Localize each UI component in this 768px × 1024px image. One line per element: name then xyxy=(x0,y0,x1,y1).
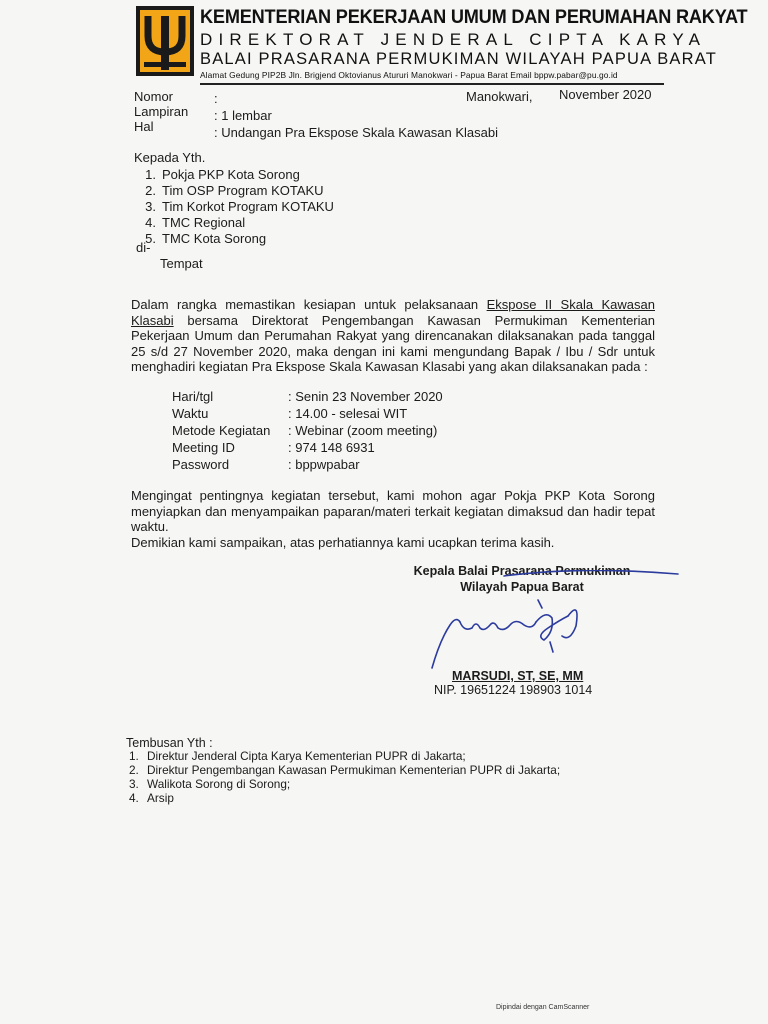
recipients-tempat: Tempat xyxy=(160,256,203,271)
list-item: 4. Arsip xyxy=(129,791,174,805)
letterhead-divider xyxy=(200,83,664,85)
signatory-title: Kepala Balai Prasarana Permukiman Wilayah Papua Barat xyxy=(413,564,631,594)
pu-logo-icon xyxy=(136,6,194,76)
lampiran-label: Lampiran xyxy=(134,104,189,119)
list-item: 4. TMC Regional xyxy=(145,215,246,230)
detail-row: Metode Kegiatan : Webinar (zoom meeting) xyxy=(172,423,438,438)
ministry-name: KEMENTERIAN PEKERJAAN UMUM DAN PERUMAHAN RAKYAT xyxy=(200,6,748,28)
list-item: 1. Direktur Jenderal Cipta Karya Kementerian PUPR di Jakarta; xyxy=(129,749,466,763)
event-name-underlined: Ekspose II Skala Kawasan Klasabi xyxy=(131,297,655,328)
nomor-label: Nomor xyxy=(134,89,174,104)
tembusan-list xyxy=(129,749,560,805)
recipient-list xyxy=(134,167,334,247)
hal-label: Hal xyxy=(134,119,154,134)
nomor-value: : xyxy=(214,91,218,106)
office-address: Alamat Gedung PIP2B Jln. Brigjend Oktovianus Atururi Manokwari - Papua Barat Email bppw.pabar@pu.go.id xyxy=(200,70,618,80)
event-details xyxy=(172,388,443,473)
handwritten-signature-icon xyxy=(420,570,680,680)
hal-value: : Undangan Pra Ekspose Skala Kawasan Klasabi xyxy=(214,125,499,140)
list-item: 2. Tim OSP Program KOTAKU xyxy=(145,183,324,198)
signatory-name: MARSUDI, ST, SE, MM xyxy=(452,669,584,683)
tembusan-heading: Tembusan Yth : xyxy=(126,736,213,750)
directorate-name: DIREKTORAT JENDERAL CIPTA KARYA xyxy=(200,30,707,49)
letter-date: November 2020 xyxy=(559,87,652,102)
list-item: 2. Direktur Pengembangan Kawasan Permukiman Kementerian PUPR di Jakarta; xyxy=(129,763,561,777)
list-item: 3. Tim Korkot Program KOTAKU xyxy=(145,199,334,214)
recipients-di: di- xyxy=(136,240,151,255)
list-item: 1. Pokja PKP Kota Sorong xyxy=(145,167,300,182)
detail-row: Meeting ID : 974 148 6931 xyxy=(172,440,375,455)
body-paragraph-1: Dalam rangka memastikan kesiapan untuk pelaksanaan Ekspose II Skala Kawasan Klasabi bersama Direktorat Pengembangan Kawasan Permukiman Kementerian Pekerjaan Umum dan Perumahan Rakyat yang direncanakan dilaksanakan pada tanggal 25 s/d 27 November 2020, maka dengan ini kami mengundang Bapak / Ibu / Sdr untuk menghadiri kegiatan Pra Ekspose Skala Kawasan Klasabi yang akan dilaksanakan pada : xyxy=(131,297,655,374)
detail-row: Hari/tgl : Senin 23 November 2020 xyxy=(172,389,443,404)
office-name: BALAI PRASARANA PERMUKIMAN WILAYAH PAPUA BARAT xyxy=(200,50,718,68)
detail-row: Password : bppwpabar xyxy=(172,457,360,472)
detail-row: Waktu : 14.00 - selesai WIT xyxy=(172,406,408,421)
body-paragraph-2: Mengingat pentingnya kegiatan tersebut, kami mohon agar Pokja PKP Kota Sorong menyiapkan dan menyampaikan paparan/materi terkait kegiatan dimaksud dan hadir tepat waktu. xyxy=(131,488,655,534)
list-item: 5. TMC Kota Sorong xyxy=(145,231,267,246)
signatory-nip: NIP. 19651224 198903 1014 xyxy=(434,683,593,697)
body-paragraph-3: Demikian kami sampaikan, atas perhatiannya kami ucapkan terima kasih. xyxy=(131,535,555,550)
scanner-watermark: Dipindai dengan CamScanner xyxy=(496,1004,590,1011)
list-item: 3. Walikota Sorong di Sorong; xyxy=(129,777,291,791)
lampiran-value: : 1 lembar xyxy=(214,108,272,123)
recipients-heading: Kepada Yth. xyxy=(134,150,206,165)
letter-place: Manokwari, xyxy=(466,89,533,104)
